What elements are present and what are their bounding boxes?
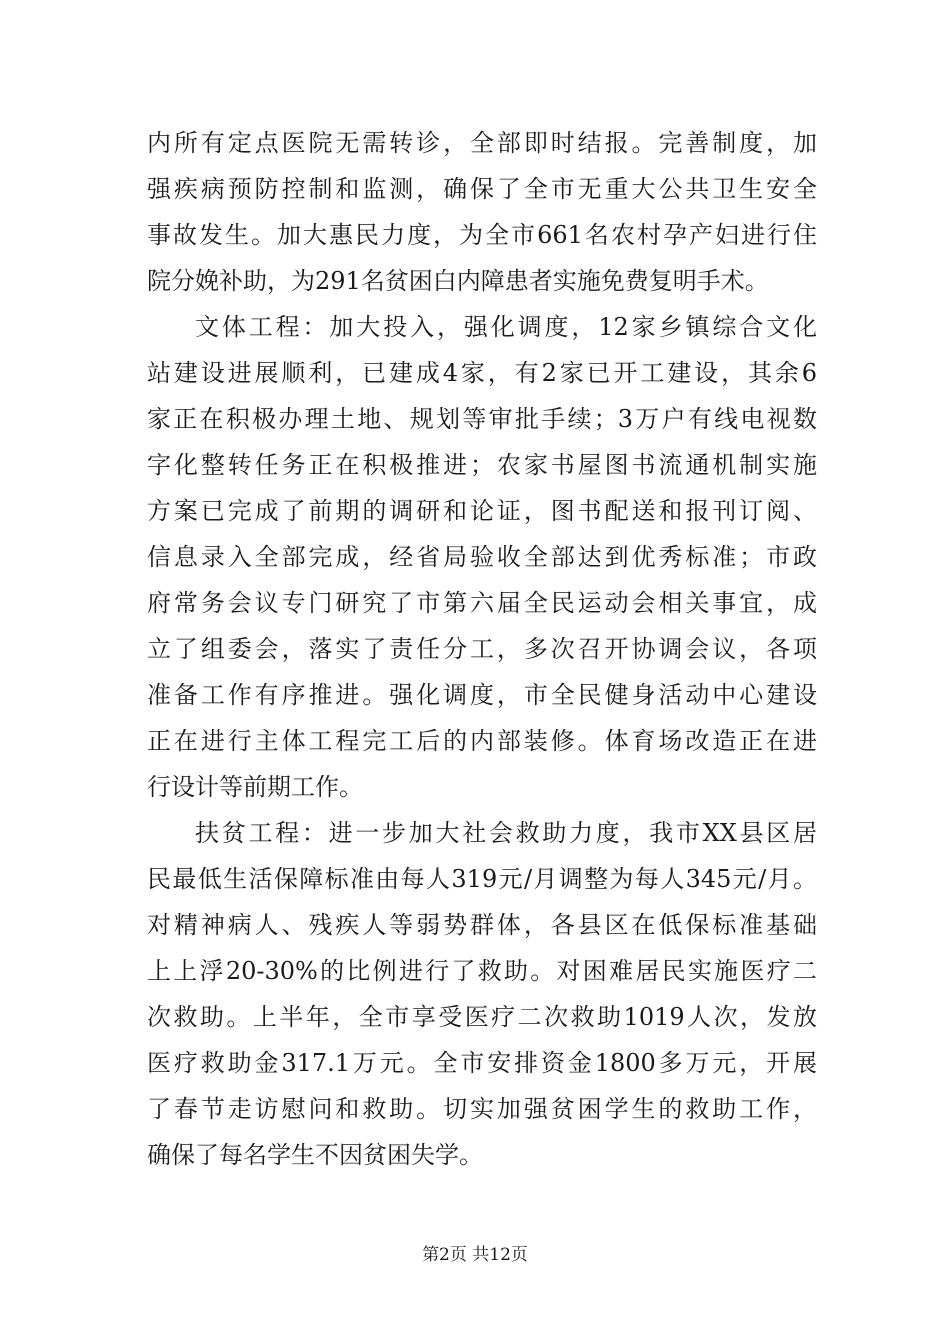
text-line: 正在进行主体工程完工后的内部装修。体育场改造正在进 [147,727,817,755]
text-line: 强疾病预防控制和监测，确保了全市无重大公共卫生安全 [147,175,817,203]
text-line: 方案已完成了前期的调研和论证，图书配送和报刊订阅、 [147,497,817,525]
text-line: 确保了每名学生不因贫困失学。 [147,1141,483,1169]
text-line: 家正在积极办理土地、规划等审批手续；3万户有线电视数 [147,405,817,433]
text-line: 院分娩补助，为291名贫困白内障患者实施免费复明手术。 [147,267,769,295]
text-line: 上上浮20-30%的比例进行了救助。对困难居民实施医疗二 [147,957,817,985]
text-line: 府常务会议专门研究了市第六届全民运动会相关事宜，成 [147,589,817,617]
text-line: 站建设进展顺利，已建成4家，有2家已开工建设，其余6 [147,359,817,387]
paragraph-start-line: 扶贫工程：进一步加大社会救助力度，我市XX县区居 [195,819,817,847]
paragraph-start-line: 文体工程：加大投入，强化调度，12家乡镇综合文化 [195,313,817,341]
text-line: 了春节走访慰问和救助。切实加强贫困学生的救助工作， [147,1095,817,1123]
text-line: 民最低生活保障标准由每人319元/月调整为每人345元/月。 [147,865,817,893]
text-line: 准备工作有序推进。强化调度，市全民健身活动中心建设 [147,681,817,709]
text-line: 行设计等前期工作。 [147,773,363,801]
text-line: 对精神病人、残疾人等弱势群体，各县区在低保标准基础 [147,911,817,939]
page-number-footer: 第2页 共12页 [422,1245,528,1265]
text-line: 次救助。上半年，全市享受医疗二次救助1019人次，发放 [147,1003,817,1031]
text-line: 事故发生。加大惠民力度，为全市661名农村孕产妇进行住 [147,221,817,249]
text-line: 内所有定点医院无需转诊，全部即时结报。完善制度，加 [147,129,817,157]
document-body [147,120,817,1178]
text-line: 立了组委会，落实了责任分工，多次召开协调会议，各项 [147,635,817,663]
text-line: 信息录入全部完成，经省局验收全部达到优秀标准；市政 [147,543,817,571]
text-line: 字化整转任务正在积极推进；农家书屋图书流通机制实施 [147,451,817,479]
text-line: 医疗救助金317.1万元。全市安排资金1800多万元，开展 [147,1049,817,1077]
